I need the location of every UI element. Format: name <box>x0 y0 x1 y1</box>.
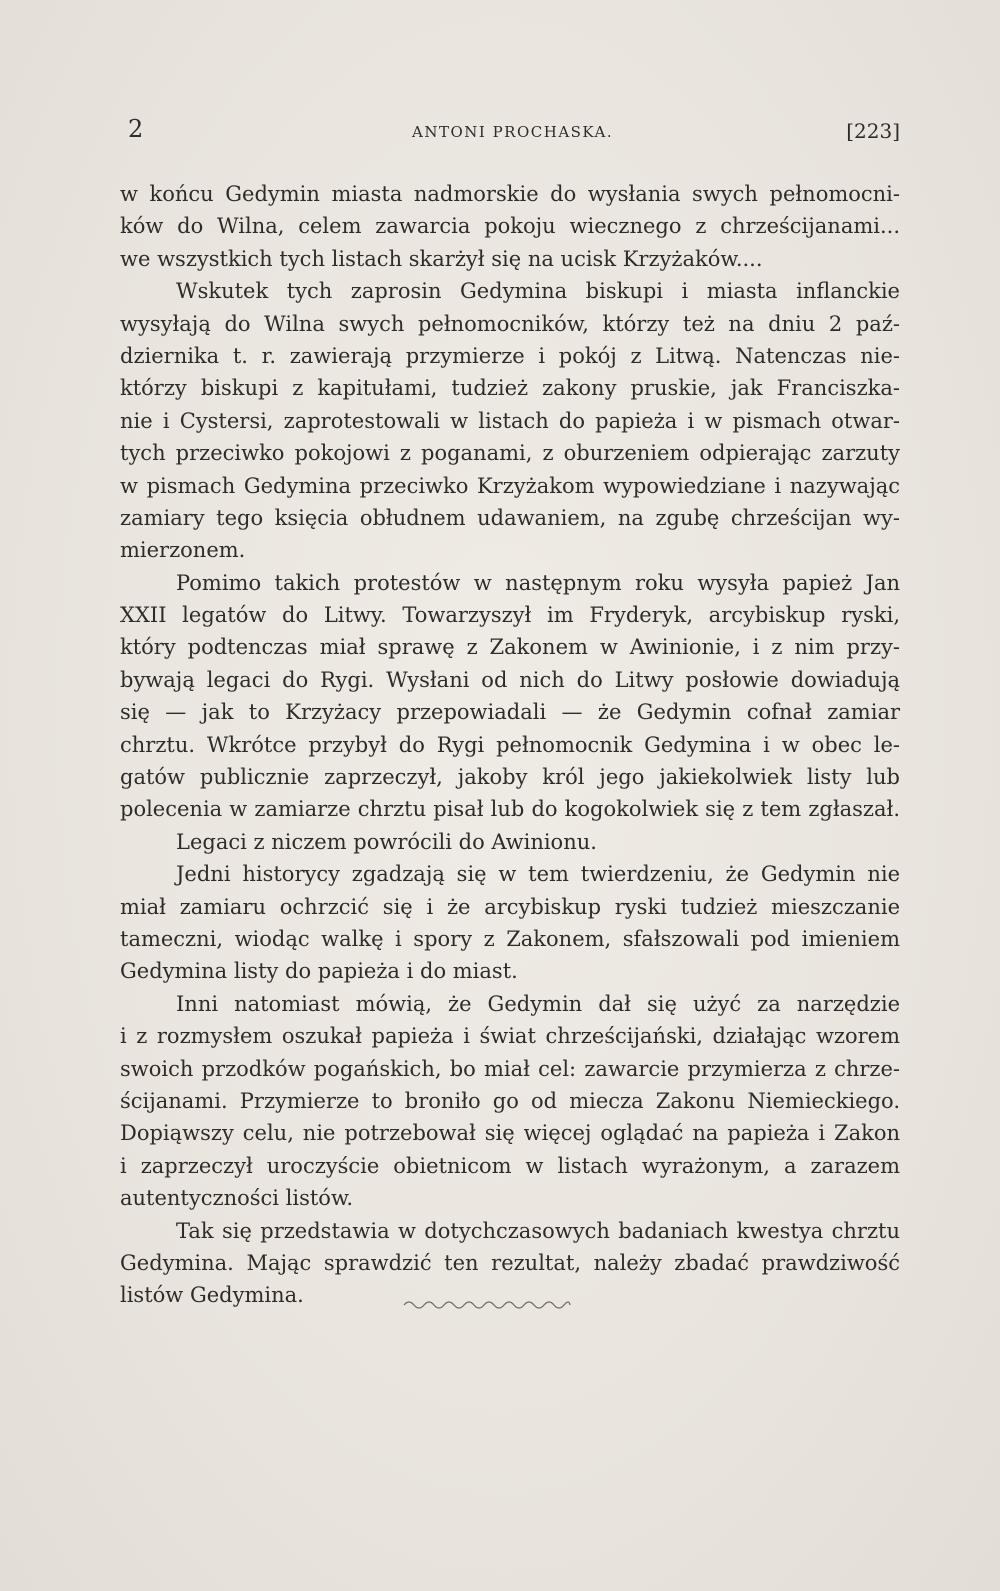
text-line: w pismach Gedymina przeciwko Krzyżakom wypowiedziane i nazywając <box>120 473 900 498</box>
text-line: Legaci z niczem powrócili do Awinionu. <box>176 829 597 854</box>
text-line: polecenia w zamiarze chrztu pisał lub do kogokolwiek się z tem zgłaszał. <box>120 797 900 822</box>
text-line: Wskutek tych zaprosin Gedymina biskupi i miasta inflanckie <box>176 279 900 304</box>
text-line: Gedymina listy do papieża i do miast. <box>120 959 518 984</box>
text-line: mierzonem. <box>120 538 246 563</box>
text-line: w końcu Gedymin miasta nadmorskie do wysłania swych pełnomocni- <box>120 182 900 206</box>
text-line: Inni natomiast mówią, że Gedymin dał się użyć za narzędzie <box>176 991 900 1016</box>
text-line: Pomimo takich protestów w następnym roku wysyła papież Jan <box>176 570 900 595</box>
text-line: tameczni, wiodąc walkę i spory z Zakonem, sfałszowali pod imieniem <box>120 926 900 951</box>
page-header <box>120 115 900 151</box>
running-title: ANTONI PROCHASKA. <box>412 123 614 141</box>
text-line: ścijanami. Przymierze to broniło go od miecza Zakonu Niemieckiego. <box>120 1088 900 1113</box>
text-line: chrztu. Wkrótce przybył do Rygi pełnomocnik Gedymina i w obec le- <box>120 732 900 757</box>
text-line: Jedni historycy zgadzają się w tem twierdzeniu, że Gedymin nie <box>176 862 900 887</box>
text-line: Gedymina. Mając sprawdzić ten rezultat, należy zbadać prawdziwość <box>120 1250 900 1275</box>
text-line: się — jak to Krzyżacy przepowiadali — że Gedymin cofnał zamiar <box>120 700 900 725</box>
text-line: nie i Cystersi, zaprotestowali w listach do papieża i w pismach otwar- <box>120 408 900 433</box>
text-line: gatów publicznie zaprzeczył, jakoby król jego jakiekolwiek listy lub <box>120 765 900 790</box>
text-line: bywają legaci do Rygi. Wysłani od nich do Litwy posłowie dowiadują <box>120 667 900 692</box>
text-line: ków do Wilna, celem zawarcia pokoju wiecznego z chrześcijanami... <box>120 214 900 239</box>
text-line: i zaprzeczył uroczyście obietnicom w listach wyrażonym, a zarazem <box>120 1153 900 1178</box>
text-line: zamiary tego księcia obłudnem udawaniem, na zgubę chrześcijan wy- <box>120 505 900 530</box>
text-line: który podtenczas miał sprawę z Zakonem w Awinionie, i z nim przy- <box>120 635 900 660</box>
text-line: swoich przodków pogańskich, bo miał cel: zawarcie przymierza z chrze- <box>120 1056 900 1081</box>
text-line: dziernika t. r. zawierają przymierze i pokój z Litwą. Natenczas nie- <box>120 343 900 368</box>
text-line: autentyczności listów. <box>120 1186 354 1211</box>
text-line: XXII legatów do Litwy. Towarzyszył im Fryderyk, arcybiskup ryski, <box>120 603 900 628</box>
text-line: wysyłają do Wilna swych pełnomocników, którzy też na dniu 2 paź- <box>120 311 900 336</box>
section-number: [223] <box>846 119 900 143</box>
text-line: miał zamiaru ochrzcić się i że arcybiskup ryski tudzież mieszczanie <box>120 894 900 919</box>
text-line: Dopiąwszy celu, nie potrzebował się więcej oglądać na papieża i Zakon <box>120 1121 900 1146</box>
text-line: którzy biskupi z kapitułami, tudzież zakony pruskie, jak Franciszka- <box>120 376 900 401</box>
text-line: listów Gedymina. <box>120 1283 304 1308</box>
text-line: we wszystkich tych listach skarżył się na ucisk Krzyżaków.... <box>120 246 763 271</box>
page-number: 2 <box>128 115 144 143</box>
text-line: tych przeciwko pokojowi z poganami, z oburzeniem odpierając zarzuty <box>120 441 900 466</box>
body-text <box>120 178 900 1312</box>
text-line: i z rozmysłem oszukał papieża i świat chrześcijański, działając wzorem <box>120 1024 900 1049</box>
text-line: Tak się przedstawia w dotychczasowych badaniach kwestya chrztu <box>176 1218 900 1243</box>
end-ornament <box>402 1295 572 1315</box>
